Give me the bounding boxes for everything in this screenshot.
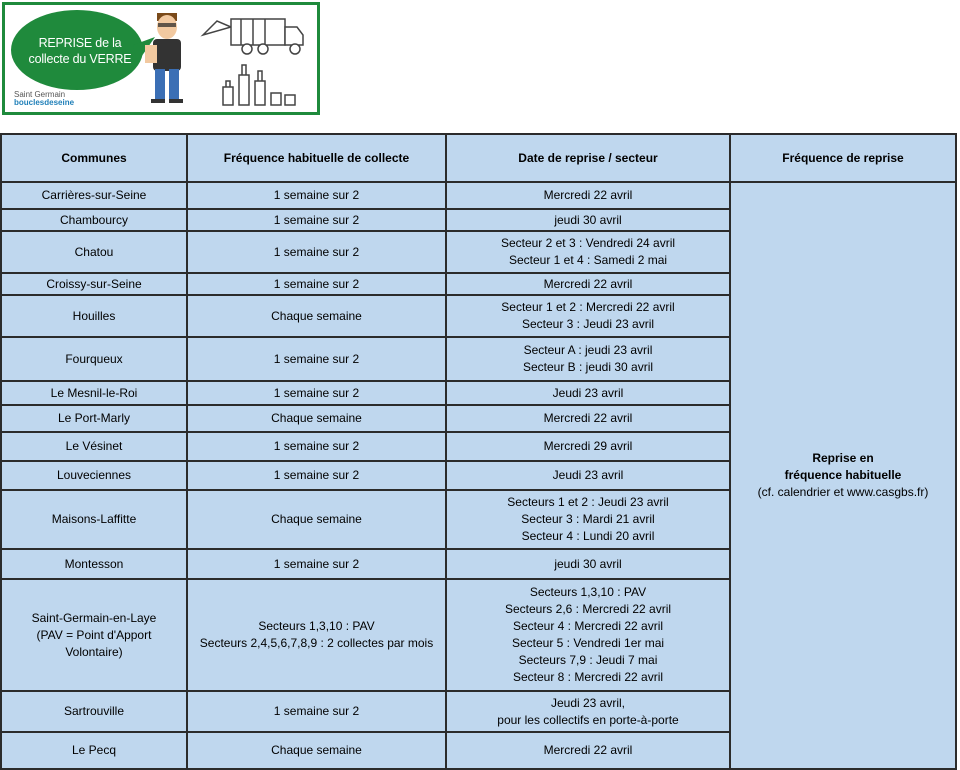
commune-cell: [1, 490, 187, 549]
frequence-cell-line: 1 semaine sur 2: [273, 704, 360, 718]
commune-cell: [1, 732, 187, 769]
date-cell-line: Secteur 3 : Mardi 21 avril: [521, 512, 655, 526]
date-cell: [446, 579, 730, 691]
date-cell: [446, 273, 730, 295]
frequence-cell: [187, 337, 446, 381]
date-cell-line: Secteur A : jeudi 23 avril: [523, 343, 653, 357]
date-cell: [446, 732, 730, 769]
date-cell-line: Secteur 2 et 3 : Vendredi 24 avril: [500, 236, 676, 250]
header-communes: Communes: [1, 134, 187, 182]
commune-cell: [1, 549, 187, 579]
date-cell-line: Secteur 8 : Mercredi 22 avril: [512, 670, 664, 684]
commune-cell: [1, 579, 187, 691]
commune-cell-line: Houilles: [72, 308, 116, 323]
frequence-cell: [187, 549, 446, 579]
commune-cell-line: Saint-Germain-en-Laye: [31, 610, 157, 625]
reprise-line1: Reprise en: [812, 451, 874, 465]
brand-logo-line2: bouclesdeseine: [14, 98, 75, 107]
date-cell-line: Mercredi 22 avril: [543, 411, 633, 425]
date-cell-line: Secteur 1 et 2 : Mercredi 22 avril: [501, 300, 675, 314]
frequence-cell-line: Chaque semaine: [271, 308, 362, 323]
commune-cell-line: Sartrouville: [63, 704, 125, 718]
header-banner: [2, 2, 320, 115]
frequence-cell: [187, 405, 446, 432]
frequence-cell: [187, 691, 446, 732]
frequence-cell-line: 1 semaine sur 2: [273, 351, 360, 366]
date-cell-line: Mercredi 22 avril: [543, 276, 633, 291]
frequence-cell-line: 1 semaine sur 2: [273, 385, 360, 400]
reprise-line3: (cf. calendrier et www.casgbs.fr): [757, 485, 929, 499]
commune-cell-line: Fourqueux: [65, 351, 123, 366]
date-cell: [446, 182, 730, 209]
date-cell-line: Secteur 4 : Lundi 20 avril: [521, 529, 655, 543]
frequence-cell-line: 1 semaine sur 2: [273, 276, 360, 291]
date-cell-line: Jeudi 23 avril: [552, 468, 624, 482]
frequence-cell: [187, 732, 446, 769]
date-cell: [446, 231, 730, 273]
commune-cell: [1, 273, 187, 295]
table-row: [1, 182, 956, 209]
commune-cell: [1, 405, 187, 432]
frequence-cell-line: 1 semaine sur 2: [273, 468, 360, 482]
commune-cell-line: Carrières-sur-Seine: [41, 188, 147, 202]
commune-cell: [1, 209, 187, 231]
frequence-cell-line: Secteurs 2,4,5,6,7,8,9 : 2 collectes par mois: [199, 636, 434, 650]
frequence-cell: [187, 209, 446, 231]
frequence-cell-line: 1 semaine sur 2: [273, 556, 360, 571]
date-cell-line: Secteur B : jeudi 30 avril: [522, 360, 654, 374]
date-cell: [446, 381, 730, 405]
commune-cell-line: Croissy-sur-Seine: [46, 276, 142, 291]
date-cell-line: Secteurs 1,3,10 : PAV: [529, 585, 647, 599]
commune-cell-line: Chatou: [74, 244, 114, 259]
frequence-cell-line: Chaque semaine: [271, 411, 362, 425]
frequence-cell: [187, 295, 446, 337]
date-cell-line: Secteurs 1 et 2 : Jeudi 23 avril: [507, 495, 669, 509]
date-cell-line: Secteur 3 : Jeudi 23 avril: [521, 317, 655, 331]
frequence-cell-line: Chaque semaine: [271, 512, 362, 526]
date-cell-line: Secteur 1 et 4 : Samedi 2 mai: [508, 253, 668, 267]
frequence-cell: [187, 273, 446, 295]
garbage-truck-icon: [203, 19, 303, 54]
date-cell: [446, 691, 730, 732]
frequence-cell: [187, 182, 446, 209]
brand-logo-line1: Saint Germain: [14, 90, 66, 99]
frequence-cell-line: 1 semaine sur 2: [273, 188, 360, 202]
commune-cell-line: Volontaire): [65, 644, 123, 659]
date-cell-line: Secteur 4 : Mercredi 22 avril: [512, 619, 664, 633]
commune-cell: [1, 461, 187, 490]
commune-cell: [1, 295, 187, 337]
frequence-cell: [187, 461, 446, 490]
date-cell-line: jeudi 30 avril: [554, 212, 622, 227]
commune-cell-line: (PAV = Point d'Apport: [36, 627, 152, 642]
reprise-frequency-cell: [730, 182, 956, 769]
frequence-cell-line: Chaque semaine: [271, 743, 362, 757]
glass-bottles-icon: [223, 65, 295, 105]
date-cell: [446, 549, 730, 579]
commune-cell: [1, 337, 187, 381]
frequence-cell: [187, 381, 446, 405]
commune-cell: [1, 182, 187, 209]
commune-cell: [1, 381, 187, 405]
date-cell-line: Secteurs 2,6 : Mercredi 22 avril: [504, 602, 672, 616]
date-cell: [446, 405, 730, 432]
date-cell: [446, 461, 730, 490]
commune-cell-line: Montesson: [64, 556, 124, 571]
frequence-cell-line: Secteurs 1,3,10 : PAV: [258, 619, 375, 633]
date-cell: [446, 432, 730, 461]
date-cell: [446, 209, 730, 231]
date-cell-line: Mercredi 22 avril: [543, 188, 633, 202]
frequence-cell: [187, 579, 446, 691]
header-frequence-habituelle: Fréquence habituelle de collecte: [187, 134, 446, 182]
table-body: [1, 182, 956, 769]
man-character-icon: [145, 13, 183, 103]
commune-cell-line: Le Vésinet: [65, 439, 123, 453]
commune-cell: [1, 432, 187, 461]
date-cell-line: Jeudi 23 avril,: [550, 695, 626, 710]
commune-cell-line: Maisons-Laffitte: [51, 512, 137, 526]
banner-title: [23, 35, 137, 67]
collection-schedule-table: [0, 133, 957, 770]
frequence-cell-line: 1 semaine sur 2: [273, 244, 360, 259]
date-cell-line: Mercredi 29 avril: [543, 439, 633, 453]
date-cell: [446, 490, 730, 549]
frequence-cell-line: 1 semaine sur 2: [273, 439, 360, 453]
header-frequence-reprise: Fréquence de reprise: [730, 134, 956, 182]
commune-cell-line: Le Pecq: [71, 743, 117, 757]
frequence-cell: [187, 231, 446, 273]
frequence-cell: [187, 432, 446, 461]
banner-title-line2: collecte du VERRE: [28, 52, 132, 66]
commune-cell: [1, 231, 187, 273]
table-header-row: [1, 134, 956, 182]
frequence-cell: [187, 490, 446, 549]
commune-cell: [1, 691, 187, 732]
date-cell-line: Secteur 5 : Vendredi 1er mai: [511, 636, 665, 650]
commune-cell-line: Chambourcy: [59, 212, 129, 227]
date-cell: [446, 295, 730, 337]
date-cell-line: Secteurs 7,9 : Jeudi 7 mai: [518, 653, 658, 667]
date-cell-line: pour les collectifs en porte-à-porte: [497, 712, 679, 727]
banner-title-line1: REPRISE de la: [38, 36, 122, 50]
reprise-line2: fréquence habituelle: [784, 468, 902, 482]
date-cell-line: jeudi 30 avril: [554, 556, 622, 571]
commune-cell-line: Le Mesnil-le-Roi: [50, 385, 138, 400]
commune-cell-line: Louveciennes: [56, 468, 132, 482]
date-cell-line: Jeudi 23 avril: [552, 385, 624, 400]
date-cell-line: Mercredi 22 avril: [543, 743, 633, 757]
frequence-cell-line: 1 semaine sur 2: [273, 212, 360, 227]
date-cell: [446, 337, 730, 381]
commune-cell-line: Le Port-Marly: [57, 411, 131, 425]
header-date-reprise: Date de reprise / secteur: [446, 134, 730, 182]
